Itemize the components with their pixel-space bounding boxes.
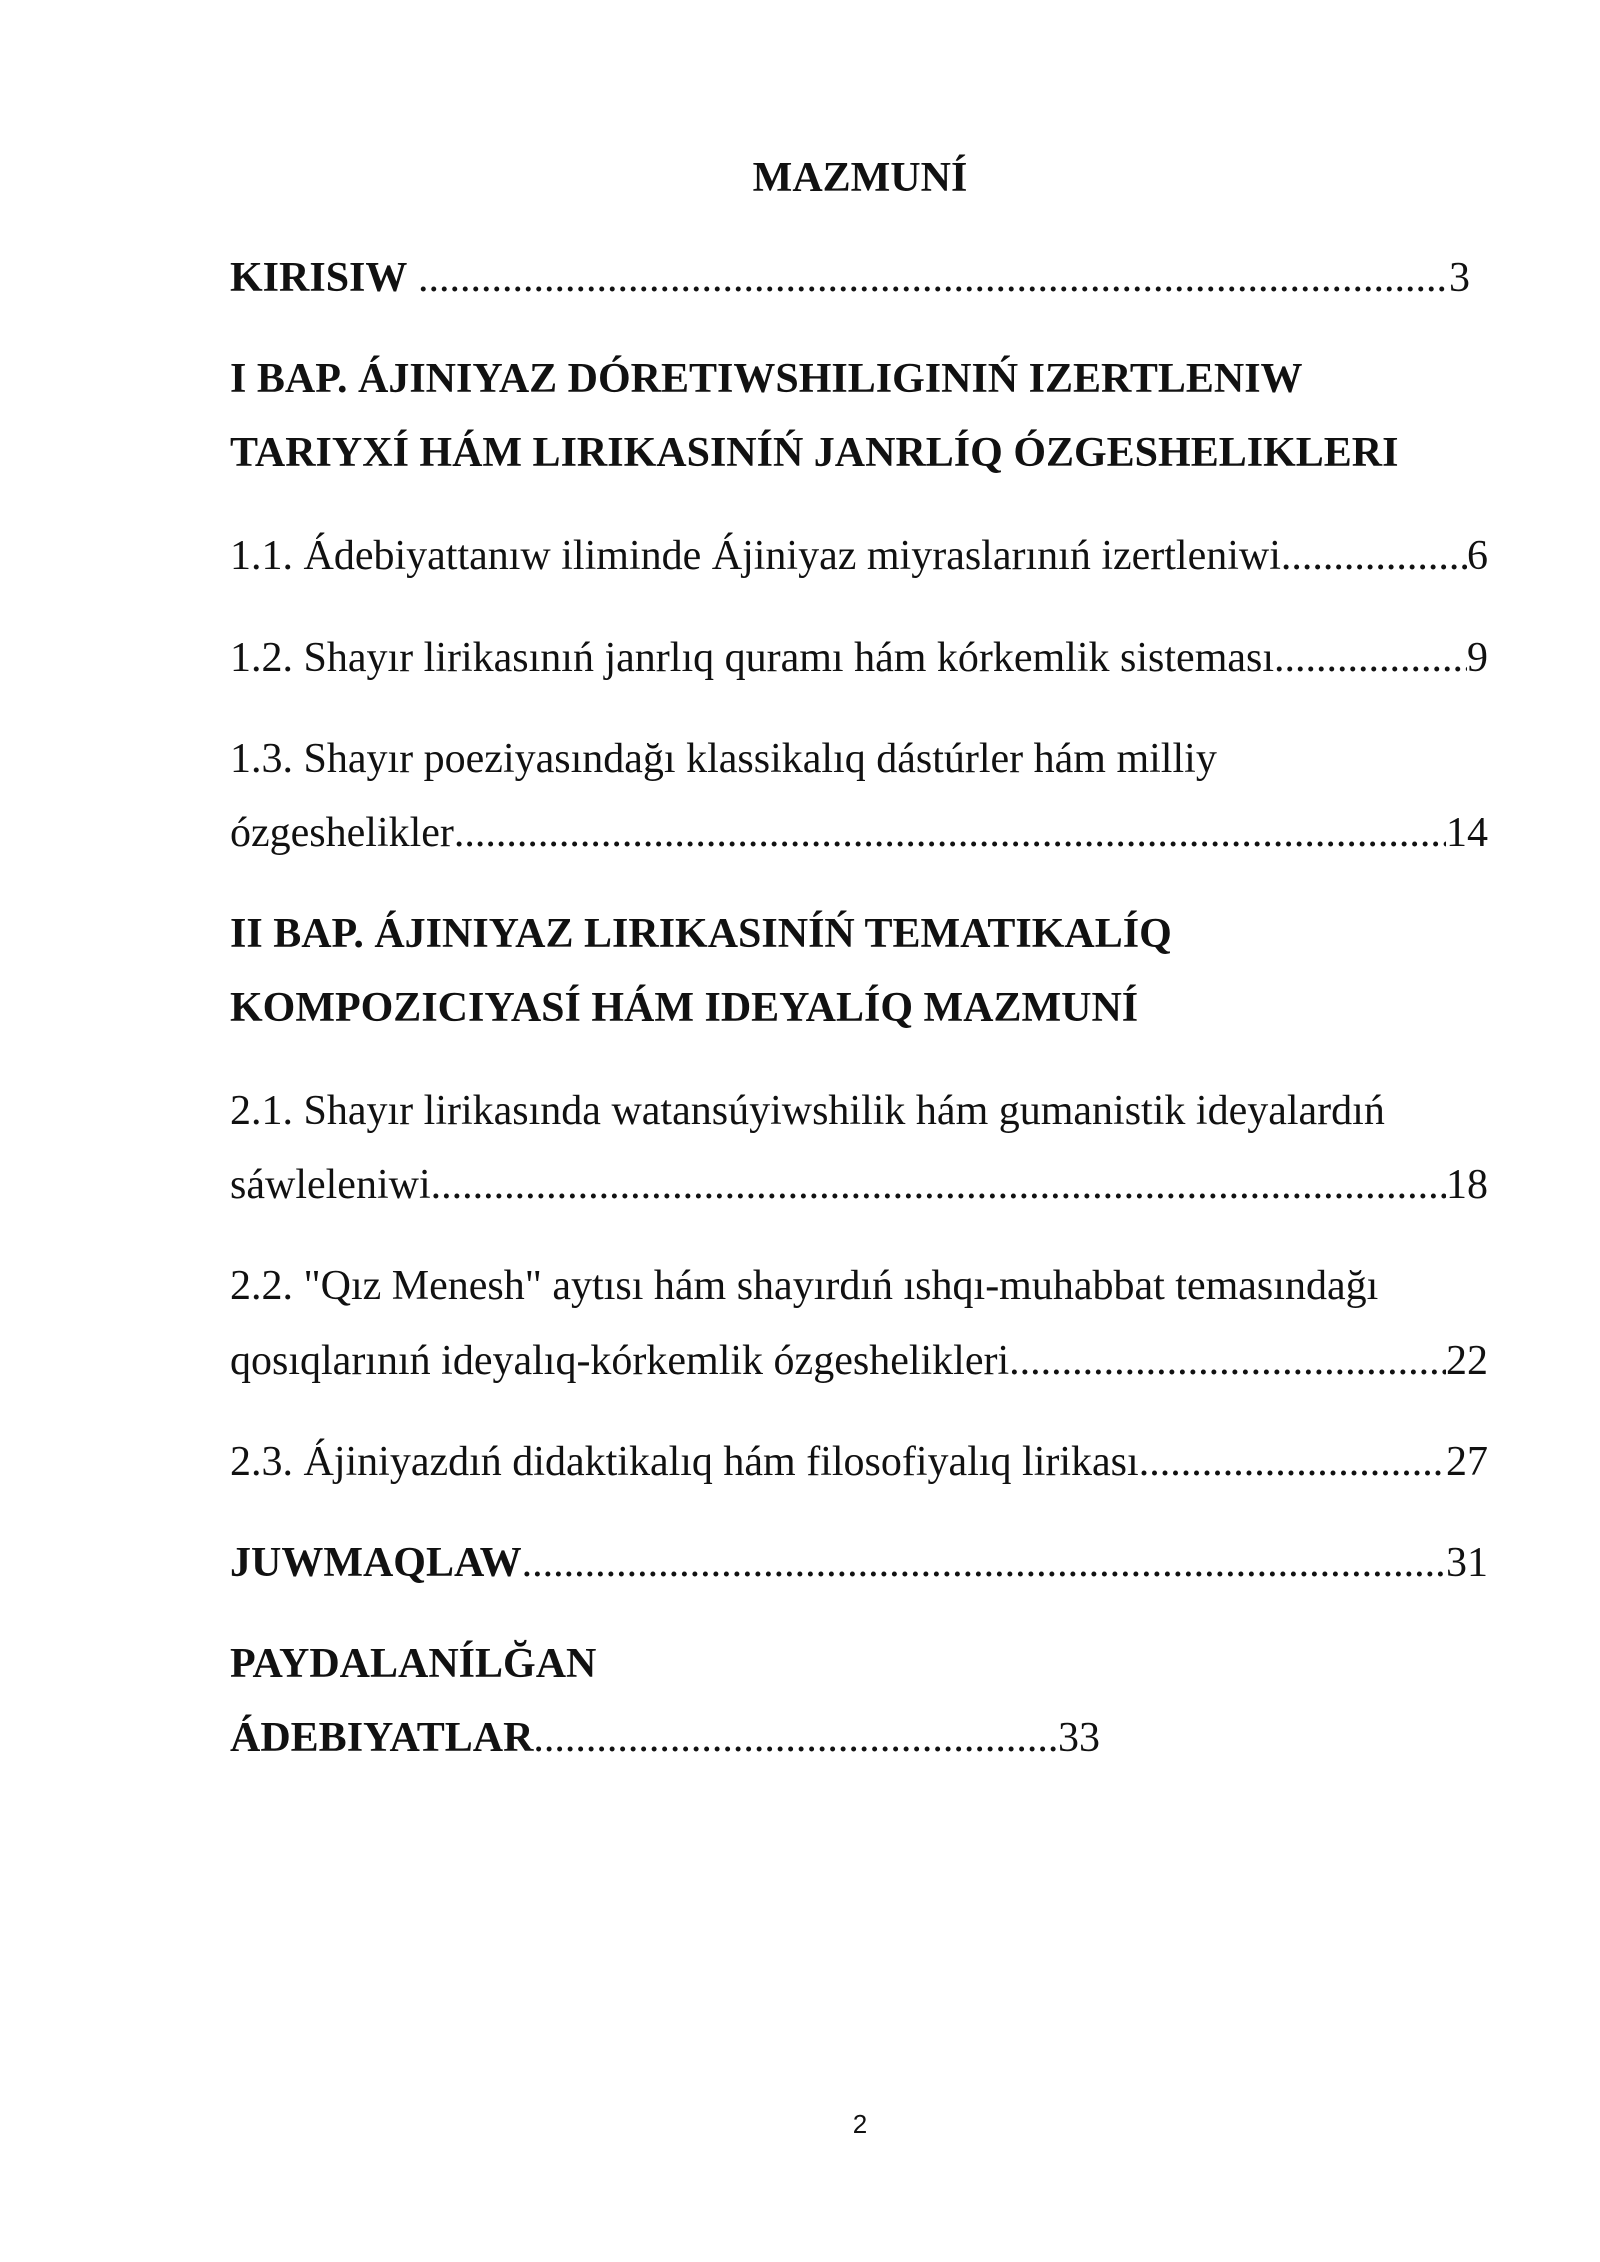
toc-page-number: 31 xyxy=(1446,1540,1488,1586)
toc-entry-kirisiw xyxy=(230,252,1470,304)
toc-page-number: 3 xyxy=(1449,255,1470,301)
toc-leader-dots xyxy=(454,807,1446,859)
toc-leader-dots xyxy=(533,1712,1058,1764)
toc-page-number: 9 xyxy=(1467,635,1488,681)
chapter-1-heading-line-2: TARIYXÍ HÁM LIRIKASINÍŃ JANRLÍQ ÓZGESHELIKLERI xyxy=(230,430,1399,476)
toc-page-number: 33 xyxy=(1058,1715,1100,1761)
toc-entry-2-1 xyxy=(230,1159,1488,1211)
toc-title: MAZMUNÍ xyxy=(752,155,968,201)
toc-leader-dots xyxy=(522,1537,1446,1589)
toc-entry-2-3 xyxy=(230,1436,1488,1488)
toc-entry-label: 1.1. Ádebiyattanıw iliminde Ájiniyaz miyraslarınıń izertleniwi xyxy=(230,533,1281,579)
toc-leader-dots xyxy=(431,1159,1446,1211)
toc-entry-1-1 xyxy=(230,530,1488,582)
chapter-1-heading-line-1: I BAP. ÁJINIYAZ DÓRETIWSHILIGINIŃ IZERTLENIW xyxy=(230,356,1303,402)
toc-entry-label: sáwleleniwi xyxy=(230,1162,431,1208)
toc-leader-dots xyxy=(1274,632,1467,684)
toc-page-number: 27 xyxy=(1446,1439,1488,1485)
page-number: 2 xyxy=(852,2109,868,2139)
toc-entry-label: ÁDEBIYATLAR xyxy=(230,1715,534,1761)
toc-page-number: 18 xyxy=(1446,1162,1488,1208)
toc-page-number: 6 xyxy=(1467,533,1488,579)
toc-entry-label: JUWMAQLAW xyxy=(230,1540,522,1586)
toc-entry-2-2 xyxy=(230,1335,1488,1387)
toc-leader-dots xyxy=(1281,530,1467,582)
toc-entry-label: 1.2. Shayır lirikasınıń janrlıq quramı hám kórkemlik sisteması xyxy=(230,635,1275,681)
toc-entry-2-1-line-1: 2.1. Shayır lirikasında watansúyiwshilik hám gumanistik ideyalardıń xyxy=(230,1088,1385,1134)
toc-entry-adebiyatlar xyxy=(230,1712,1100,1764)
toc-page-number: 22 xyxy=(1446,1338,1488,1384)
toc-leader-dots xyxy=(1139,1436,1446,1488)
toc-entry-label: qosıqlarınıń ideyalıq-kórkemlik ózgeshelikleri xyxy=(230,1338,1010,1384)
chapter-2-heading-line-1: II BAP. ÁJINIYAZ LIRIKASINÍŃ TEMATIKALÍQ xyxy=(230,911,1172,957)
toc-entry-1-2 xyxy=(230,632,1488,684)
toc-page-number: 14 xyxy=(1446,810,1488,856)
toc-entry-label: KIRISIW xyxy=(230,255,408,301)
toc-entry-label: ózgeshelikler xyxy=(230,810,454,856)
chapter-2-heading-line-2: KOMPOZICIYASÍ HÁM IDEYALÍQ MAZMUNÍ xyxy=(230,985,1139,1031)
toc-entry-1-3-line-1: 1.3. Shayır poeziyasındağı klassikalıq dástúrler hám milliy xyxy=(230,736,1217,782)
toc-entry-2-2-line-1: 2.2. "Qız Menesh" aytısı hám shayırdıń ıshqı-muhabbat temasındağı xyxy=(230,1263,1379,1309)
toc-leader-dots xyxy=(418,252,1449,304)
toc-entry-juwmaqlaw xyxy=(230,1537,1488,1589)
toc-entry-adebiyatlar-line-1: PAYDALANÍLĞAN xyxy=(230,1641,597,1687)
toc-entry-1-3 xyxy=(230,807,1488,859)
toc-entry-label: 2.3. Ájiniyazdıń didaktikalıq hám filosofiyalıq lirikası xyxy=(230,1439,1139,1485)
toc-leader-dots xyxy=(1009,1335,1446,1387)
